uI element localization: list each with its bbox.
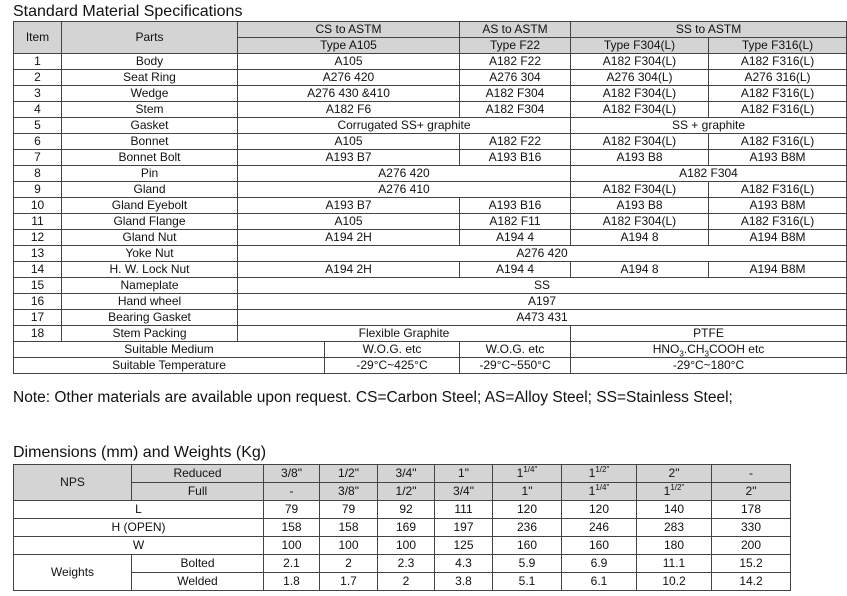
item-number: 7: [14, 150, 62, 166]
header-ss-type-304: Type F304(L): [571, 38, 709, 54]
part-name: Nameplate: [62, 278, 238, 294]
material-ss-316: A193 B8M: [709, 198, 847, 214]
dimension-value: 125: [435, 537, 493, 555]
material-as: A276 304: [460, 70, 571, 86]
weight-value: 1.7: [320, 573, 378, 591]
nps-label: NPS: [14, 465, 132, 501]
material-ss: PTFE: [571, 326, 847, 342]
item-number: 16: [14, 294, 62, 310]
item-number: 11: [14, 214, 62, 230]
material-ss-304: A182 F304(L): [571, 54, 709, 70]
material-cs: A194 2H: [238, 262, 460, 278]
part-name: Wedge: [62, 86, 238, 102]
part-name: Bearing Gasket: [62, 310, 238, 326]
dimension-value: 111: [435, 501, 493, 519]
suitable-temp-as: -29°C~550°C: [460, 358, 571, 374]
nps-fraction: 1/2": [595, 465, 610, 474]
item-number: 13: [14, 246, 62, 262]
reduced-label: Reduced: [132, 465, 264, 483]
part-name: Gland Flange: [62, 214, 238, 230]
medium-ss-part: COOH etc: [708, 342, 765, 356]
weight-value: 11.1: [637, 555, 712, 573]
material-cs: A276 420: [238, 70, 460, 86]
weight-value: 15.2: [712, 555, 791, 573]
suitable-medium-ss: [571, 342, 847, 358]
material-all: A473 431: [238, 310, 847, 326]
nps-size: 2": [637, 465, 712, 483]
item-number: 9: [14, 182, 62, 198]
dimension-value: 79: [264, 501, 320, 519]
dimension-value: 200: [712, 537, 791, 555]
part-name: Gland Eyebolt: [62, 198, 238, 214]
table-row: [14, 86, 847, 102]
spec-title: Standard Material Specifications: [13, 3, 243, 20]
item-number: 10: [14, 198, 62, 214]
table-row: [14, 70, 847, 86]
table-row: [14, 519, 791, 537]
material-ss-304: A182 F304(L): [571, 134, 709, 150]
nps-size: [637, 483, 712, 501]
dimension-value: 158: [264, 519, 320, 537]
material-as: A182 F304: [460, 102, 571, 118]
header-cs-type: Type A105: [238, 38, 460, 54]
part-name: Seat Ring: [62, 70, 238, 86]
part-name: Body: [62, 54, 238, 70]
weight-value: 5.9: [493, 555, 562, 573]
material-cs: A194 2H: [238, 230, 460, 246]
material-ss-316: A182 F316(L): [709, 54, 847, 70]
material-ss-316: A182 F316(L): [709, 86, 847, 102]
table-row: [14, 182, 847, 198]
item-number: 8: [14, 166, 62, 182]
material-ss-304: A182 F304(L): [571, 182, 709, 198]
part-name: Pin: [62, 166, 238, 182]
material-ss: A182 F304: [571, 166, 847, 182]
material-ss-304: A182 F304(L): [571, 102, 709, 118]
dimension-value: 100: [264, 537, 320, 555]
dimension-value: 330: [712, 519, 791, 537]
dimension-value: 79: [320, 501, 378, 519]
table-row: [14, 134, 847, 150]
part-name: Yoke Nut: [62, 246, 238, 262]
dimension-value: 180: [637, 537, 712, 555]
nps-size: 3/4": [435, 483, 493, 501]
material-ss-304: A276 304(L): [571, 70, 709, 86]
full-label: Full: [132, 483, 264, 501]
medium-ss-part: .CH: [683, 342, 705, 356]
material-cs-as: Flexible Graphite: [238, 326, 571, 342]
table-row: [14, 262, 847, 278]
header-ss-type-316: Type F316(L): [709, 38, 847, 54]
material-ss: SS + graphite: [571, 118, 847, 134]
material-ss-316: A194 B8M: [709, 230, 847, 246]
table-row: [14, 54, 847, 70]
part-name: H. W. Lock Nut: [62, 262, 238, 278]
material-ss-304: A182 F304(L): [571, 214, 709, 230]
dimension-value: 120: [562, 501, 637, 519]
header-as: AS to ASTM: [460, 22, 571, 38]
weights-label: Weights: [14, 555, 132, 591]
part-name: Bonnet: [62, 134, 238, 150]
suitable-temp-ss: -29°C~180°C: [571, 358, 847, 374]
material-ss-316: A276 316(L): [709, 70, 847, 86]
dimensions-table: [13, 464, 791, 591]
welded-label: Welded: [132, 573, 264, 591]
table-row: [14, 166, 847, 182]
material-ss-316: A194 B8M: [709, 262, 847, 278]
nps-size: 1/2": [378, 483, 435, 501]
table-row: [14, 150, 847, 166]
nps-size: -: [712, 465, 791, 483]
dimension-value: 100: [320, 537, 378, 555]
material-all: SS: [238, 278, 847, 294]
part-name: Hand wheel: [62, 294, 238, 310]
nps-whole: 1: [588, 484, 596, 498]
bolted-label: Bolted: [132, 555, 264, 573]
item-number: 1: [14, 54, 62, 70]
item-number: 6: [14, 134, 62, 150]
material-cs: A105: [238, 54, 460, 70]
material-cs: A105: [238, 134, 460, 150]
weight-value: 1.8: [264, 573, 320, 591]
part-name: Stem: [62, 102, 238, 118]
table-row: [14, 501, 791, 519]
material-as: A194 4: [460, 262, 571, 278]
table-row: [14, 294, 847, 310]
dimension-label: W: [14, 537, 264, 555]
material-ss-316: A182 F316(L): [709, 214, 847, 230]
dimension-value: 197: [435, 519, 493, 537]
nps-size: 1": [493, 483, 562, 501]
suitable-medium-label: Suitable Medium: [14, 342, 325, 358]
item-number: 15: [14, 278, 62, 294]
item-number: 12: [14, 230, 62, 246]
material-as: A193 B16: [460, 150, 571, 166]
nps-whole: 1: [516, 466, 524, 480]
dimension-value: 246: [562, 519, 637, 537]
header-cs: CS to ASTM: [238, 22, 460, 38]
material-cs: A193 B7: [238, 150, 460, 166]
nps-size: 3/8": [320, 483, 378, 501]
suitable-temp-label: Suitable Temperature: [14, 358, 325, 374]
nps-fraction: 1/4": [595, 483, 610, 492]
nps-fraction: 1/2": [670, 483, 685, 492]
table-row: [14, 102, 847, 118]
material-all: A276 420: [238, 246, 847, 262]
part-name: Bonnet Bolt: [62, 150, 238, 166]
item-number: 18: [14, 326, 62, 342]
material-cs-as: Corrugated SS+ graphite: [238, 118, 571, 134]
material-as: A182 F22: [460, 54, 571, 70]
material-ss-304: A193 B8: [571, 198, 709, 214]
nps-fraction: 1/4": [523, 465, 538, 474]
material-cs-as: A276 410: [238, 182, 571, 198]
item-number: 2: [14, 70, 62, 86]
material-ss-316: A193 B8M: [709, 150, 847, 166]
dimension-value: 158: [320, 519, 378, 537]
table-row: [14, 310, 847, 326]
medium-ss-sub: 3: [704, 349, 709, 359]
dims-title: Dimensions (mm) and Weights (Kg): [13, 444, 267, 461]
material-as: A194 4: [460, 230, 571, 246]
dimension-value: 160: [493, 537, 562, 555]
material-cs: A105: [238, 214, 460, 230]
nps-size: 3/8": [264, 465, 320, 483]
nps-whole: 1: [663, 484, 671, 498]
dimension-label: H (OPEN): [14, 519, 264, 537]
part-name: Gland: [62, 182, 238, 198]
material-spec-table: [13, 21, 847, 374]
item-number: 3: [14, 86, 62, 102]
weight-value: 4.3: [435, 555, 493, 573]
table-row: [14, 230, 847, 246]
material-cs: A193 B7: [238, 198, 460, 214]
weight-value: 14.2: [712, 573, 791, 591]
material-as: A182 F22: [460, 134, 571, 150]
item-number: 4: [14, 102, 62, 118]
dimension-value: 160: [562, 537, 637, 555]
table-row: [14, 537, 791, 555]
weight-value: 10.2: [637, 573, 712, 591]
nps-size: 2": [712, 483, 791, 501]
material-ss-304: A194 8: [571, 262, 709, 278]
material-as: A182 F304: [460, 86, 571, 102]
suitable-temp-cs: -29°C~425°C: [325, 358, 460, 374]
material-ss-316: A182 F316(L): [709, 102, 847, 118]
nps-size: -: [264, 483, 320, 501]
dimension-value: 92: [378, 501, 435, 519]
dimension-value: 169: [378, 519, 435, 537]
material-cs: A276 430 &410: [238, 86, 460, 102]
table-row: [14, 246, 847, 262]
material-cs-as: A276 420: [238, 166, 571, 182]
weight-value: 5.1: [493, 573, 562, 591]
nps-whole: 1: [588, 466, 596, 480]
nps-size: 1/2": [320, 465, 378, 483]
nps-size: [562, 465, 637, 483]
header-parts: Parts: [62, 22, 238, 54]
weight-value: 2: [378, 573, 435, 591]
nps-size: [493, 465, 562, 483]
dimension-value: 236: [493, 519, 562, 537]
weight-value: 6.9: [562, 555, 637, 573]
medium-ss-sub: 3: [679, 349, 684, 359]
weight-value: 2.3: [378, 555, 435, 573]
material-all: A197: [238, 294, 847, 310]
table-row: [14, 118, 847, 134]
suitable-medium-as: W.O.G. etc: [460, 342, 571, 358]
table-row: [14, 278, 847, 294]
header-as-type: Type F22: [460, 38, 571, 54]
header-ss: SS to ASTM: [571, 22, 847, 38]
table-row: [14, 198, 847, 214]
dimension-value: 178: [712, 501, 791, 519]
item-number: 17: [14, 310, 62, 326]
nps-size: 3/4": [378, 465, 435, 483]
item-number: 14: [14, 262, 62, 278]
header-item: Item: [14, 22, 62, 54]
dimension-value: 100: [378, 537, 435, 555]
weight-value: 2.1: [264, 555, 320, 573]
material-ss-316: A182 F316(L): [709, 182, 847, 198]
material-as: A182 F11: [460, 214, 571, 230]
material-as: A193 B16: [460, 198, 571, 214]
material-ss-304: A182 F304(L): [571, 86, 709, 102]
suitable-medium-cs: W.O.G. etc: [325, 342, 460, 358]
nps-size: [562, 483, 637, 501]
dimension-value: 283: [637, 519, 712, 537]
note-text: Note: Other materials are available upon request. CS=Carbon Steel; AS=Alloy Steel; SS=Stainless Steel;: [13, 389, 733, 406]
dimension-value: 140: [637, 501, 712, 519]
weight-value: 6.1: [562, 573, 637, 591]
dimension-value: 120: [493, 501, 562, 519]
material-ss-304: A193 B8: [571, 150, 709, 166]
part-name: Gasket: [62, 118, 238, 134]
weight-value: 3.8: [435, 573, 493, 591]
medium-ss-part: HNO: [652, 342, 680, 356]
part-name: Stem Packing: [62, 326, 238, 342]
material-cs: A182 F6: [238, 102, 460, 118]
material-ss-316: A182 F316(L): [709, 134, 847, 150]
item-number: 5: [14, 118, 62, 134]
dimension-label: L: [14, 501, 264, 519]
part-name: Gland Nut: [62, 230, 238, 246]
table-row: [14, 326, 847, 342]
weight-value: 2: [320, 555, 378, 573]
material-ss-304: A194 8: [571, 230, 709, 246]
table-row: [14, 214, 847, 230]
nps-size: 1": [435, 465, 493, 483]
